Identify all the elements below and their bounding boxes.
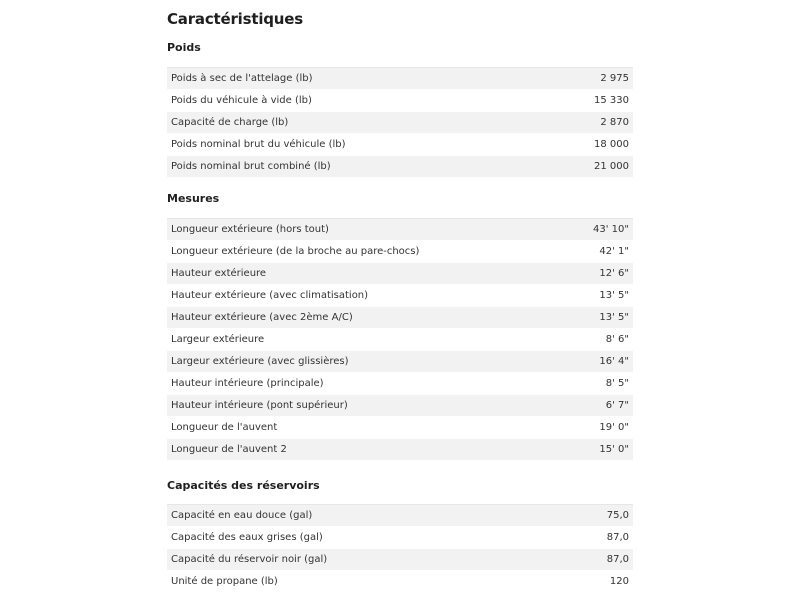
- table-row: [167, 439, 633, 461]
- spec-value: 18 000: [594, 139, 629, 150]
- spec-label: Capacité du réservoir noir (gal): [171, 554, 328, 565]
- spec-value: 13' 5": [599, 312, 629, 323]
- spec-table-capacites: [167, 504, 633, 593]
- table-row: [167, 263, 633, 285]
- table-row: [167, 68, 633, 90]
- spec-table-poids: [167, 67, 633, 178]
- spec-label: Largeur extérieure: [171, 334, 265, 345]
- table-row: [167, 90, 633, 112]
- spec-label: Poids à sec de l'attelage (lb): [171, 73, 313, 84]
- table-row: [167, 285, 633, 307]
- spec-label: Capacité de charge (lb): [171, 117, 289, 128]
- spec-label: Longueur de l'auvent: [171, 422, 278, 433]
- table-row: [167, 241, 633, 263]
- spec-label: Hauteur extérieure: [171, 268, 267, 279]
- table-row: [167, 417, 633, 439]
- spec-value: 8' 5": [605, 378, 629, 389]
- spec-value: 15' 0": [599, 444, 629, 455]
- spec-value: 15 330: [594, 95, 629, 106]
- spec-value: 2 870: [600, 117, 629, 128]
- spec-value: 12' 6": [599, 268, 629, 279]
- table-row: [167, 307, 633, 329]
- section-title-poids: Poids: [167, 41, 201, 54]
- table-row: [167, 156, 633, 178]
- spec-label: Poids nominal brut combiné (lb): [171, 161, 331, 172]
- spec-table-mesures: [167, 218, 633, 461]
- spec-label: Unité de propane (lb): [171, 576, 278, 587]
- page-title: Caractéristiques: [167, 10, 303, 28]
- spec-label: Capacité des eaux grises (gal): [171, 532, 323, 543]
- spec-label: Largeur extérieure (avec glissières): [171, 356, 349, 367]
- spec-value: 2 975: [600, 73, 629, 84]
- section-title-capacites: Capacités des réservoirs: [167, 479, 320, 492]
- spec-label: Poids nominal brut du véhicule (lb): [171, 139, 346, 150]
- spec-value: 42' 1": [599, 246, 629, 257]
- spec-label: Longueur extérieure (hors tout): [171, 224, 329, 235]
- spec-value: 19' 0": [599, 422, 629, 433]
- spec-label: Longueur extérieure (de la broche au pare-chocs): [171, 246, 420, 257]
- table-row: [167, 505, 633, 527]
- spec-value: 120: [609, 576, 629, 587]
- table-row: [167, 112, 633, 134]
- table-row: [167, 549, 633, 571]
- table-row: [167, 351, 633, 373]
- section-title-mesures: Mesures: [167, 192, 220, 205]
- table-row: [167, 527, 633, 549]
- spec-label: Hauteur extérieure (avec climatisation): [171, 290, 369, 301]
- spec-value: 87,0: [606, 554, 629, 565]
- spec-value: 87,0: [606, 532, 629, 543]
- spec-value: 8' 6": [605, 334, 629, 345]
- spec-value: 75,0: [606, 510, 629, 521]
- spec-label: Capacité en eau douce (gal): [171, 510, 313, 521]
- spec-label: Hauteur intérieure (pont supérieur): [171, 400, 348, 411]
- spec-value: 13' 5": [599, 290, 629, 301]
- table-row: [167, 373, 633, 395]
- table-row: [167, 329, 633, 351]
- table-row: [167, 134, 633, 156]
- spec-label: Poids du véhicule à vide (lb): [171, 95, 312, 106]
- spec-value: 6' 7": [605, 400, 629, 411]
- table-row: [167, 571, 633, 593]
- table-row: [167, 395, 633, 417]
- spec-value: 21 000: [594, 161, 629, 172]
- spec-label: Hauteur extérieure (avec 2ème A/C): [171, 312, 353, 323]
- spec-label: Hauteur intérieure (principale): [171, 378, 324, 389]
- spec-value: 43' 10": [593, 224, 629, 235]
- spec-value: 16' 4": [599, 356, 629, 367]
- spec-label: Longueur de l'auvent 2: [171, 444, 287, 455]
- table-row: [167, 219, 633, 241]
